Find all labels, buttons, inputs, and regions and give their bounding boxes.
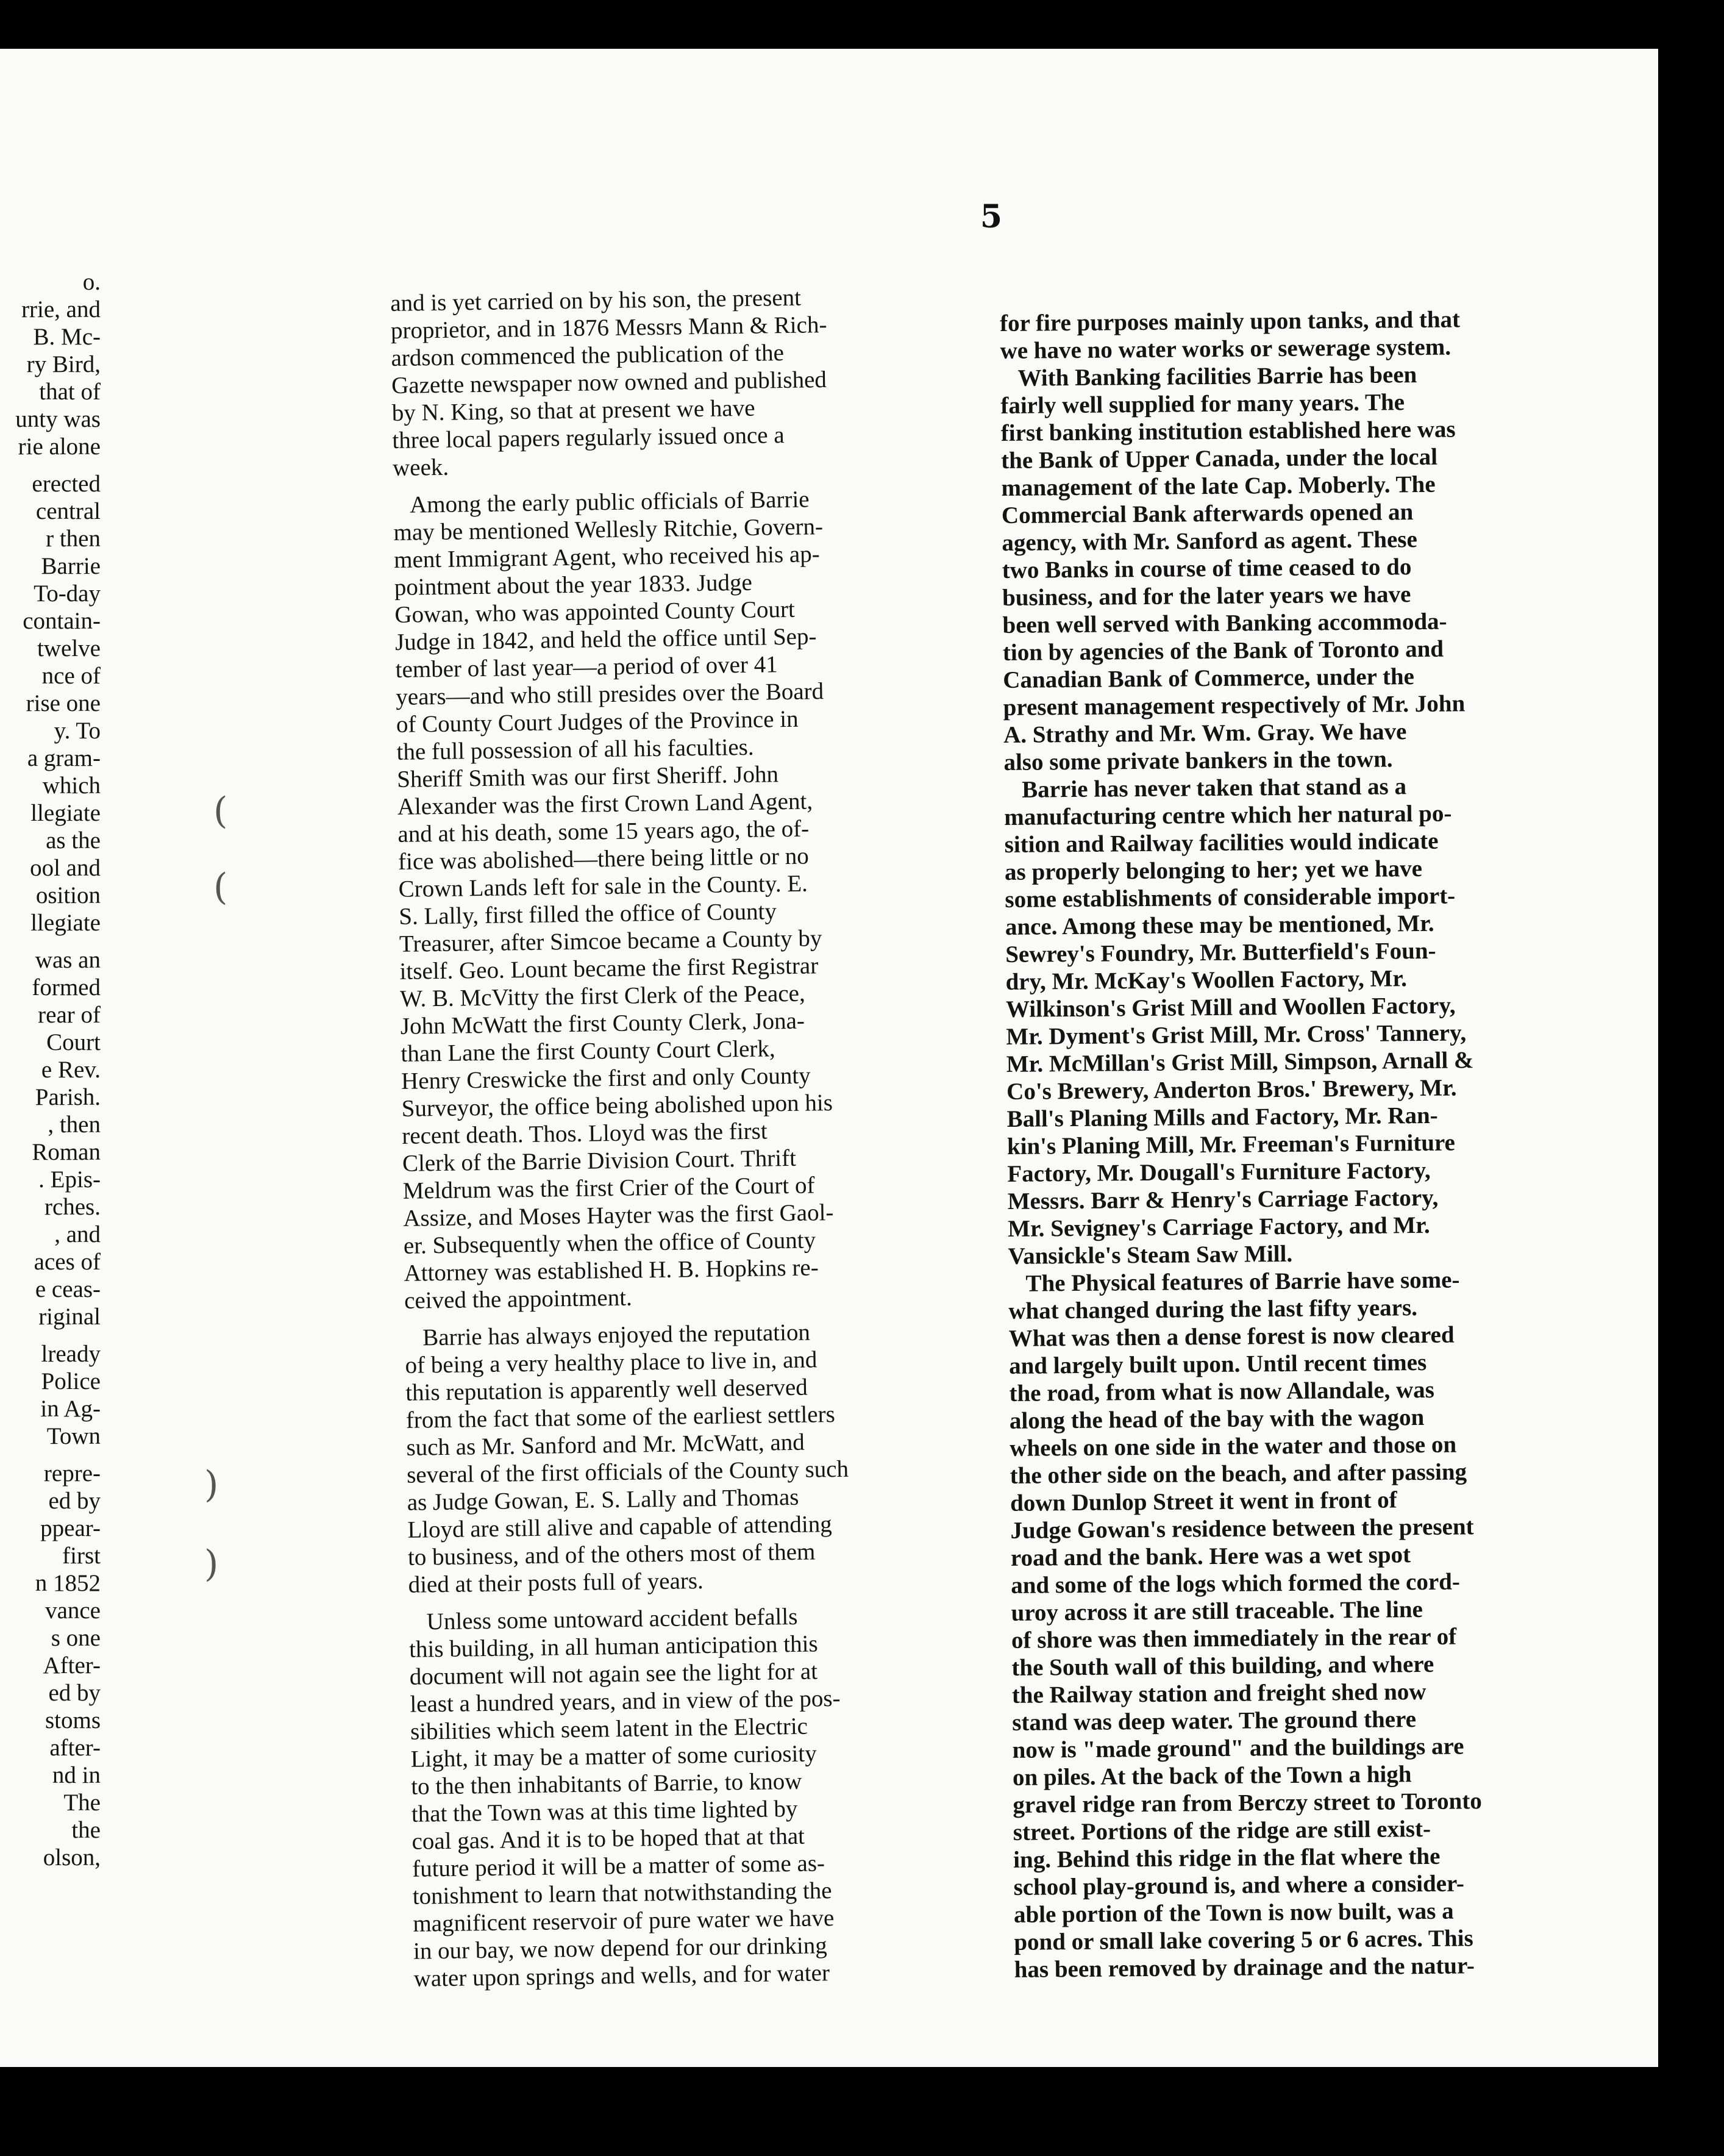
left-column-fragment — [0, 268, 101, 1871]
text-line: John McWatt the first County Clerk, Jona- — [400, 1007, 805, 1040]
text-line: ceived the appointment. — [404, 1284, 633, 1314]
text-line: Gazette newspaper now owned and published — [391, 366, 827, 399]
text-line: and largely built upon. Until recent times — [1008, 1349, 1427, 1379]
text-line: Lloyd are still alive and capable of attending — [407, 1511, 832, 1543]
text-line: aces of — [34, 1249, 101, 1275]
text-line: llegiate — [30, 910, 101, 936]
text-line: Meldrum was the first Crier of the Court of — [402, 1172, 815, 1204]
text-line: ry Bird, — [26, 351, 101, 377]
text-line: nd in — [52, 1762, 101, 1788]
text-line: Crown Lands left for sale in the County. E. — [398, 870, 808, 902]
text-line: first — [62, 1543, 101, 1569]
text-line: first banking institution established here was — [1000, 416, 1456, 446]
text-line: Commercial Bank afterwards opened an — [1001, 499, 1414, 529]
text-line: Henry Creswicke the first and only County — [401, 1062, 811, 1094]
text-line: tonishment to learn that notwithstanding the — [412, 1877, 832, 1910]
scan-border — [0, 2067, 1724, 2156]
text-line: Treasurer, after Simcoe became a County by — [399, 925, 822, 957]
text-line: on piles. At the back of the Town a high — [1012, 1761, 1412, 1791]
text-line: a gram- — [27, 745, 101, 771]
text-line: After- — [43, 1652, 101, 1679]
text-line: rear of — [38, 1002, 101, 1028]
text-line: and some of the logs which formed the cord- — [1011, 1568, 1461, 1599]
paragraph-break — [0, 1450, 101, 1460]
text-line: unty was — [15, 406, 101, 432]
right-column — [1000, 305, 1594, 1983]
text-line: B. Mc- — [33, 324, 101, 350]
text-line: the road, from what is now Allandale, was — [1009, 1376, 1435, 1407]
text-line: Parish. — [35, 1084, 101, 1110]
text-line: and is yet carried on by his son, the present — [390, 284, 802, 316]
text-line: formed — [32, 974, 101, 1001]
text-line: was an — [35, 947, 101, 973]
binding-mark: ( — [213, 790, 228, 832]
text-line: . Epis- — [38, 1166, 101, 1193]
text-line: of being a very healthy place to live in, and — [405, 1346, 817, 1379]
text-line: least a hundred years, and in view of the pos- — [410, 1685, 841, 1718]
text-line: to the then inhabitants of Barrie, to know — [410, 1768, 802, 1800]
text-line: Gowan, who was appointed County Court — [394, 596, 796, 628]
text-line: by N. King, so that at present we have — [391, 394, 755, 426]
text-line: the other side on the beach, and after passing — [1010, 1458, 1467, 1489]
text-line: of shore was then immediately in the rear of — [1011, 1623, 1457, 1654]
text-line: erected — [32, 471, 101, 497]
text-line: several of the first officials of the County such — [406, 1455, 849, 1488]
text-line: Light, it may be a matter of some curiosity — [410, 1740, 817, 1772]
text-line: Barrie — [41, 553, 101, 579]
text-line: What was then a dense forest is now cleared — [1008, 1321, 1455, 1352]
binding-mark: ( — [213, 866, 228, 908]
text-line: rie alone — [18, 434, 101, 460]
text-line: dry, Mr. McKay's Woollen Factory, Mr. — [1005, 965, 1408, 995]
text-line: the Bank of Upper Canada, under the local — [1000, 443, 1438, 474]
text-line: management of the late Cap. Moberly. The — [1001, 471, 1436, 501]
text-line: the Railway station and freight shed now — [1011, 1678, 1427, 1708]
text-line: Court — [46, 1029, 101, 1055]
text-line: ing. Behind this ridge in the flat where the — [1013, 1843, 1441, 1873]
text-line: n 1852 — [35, 1570, 101, 1596]
text-line: Co's Brewery, Anderton Bros.' Brewery, Mr. — [1006, 1074, 1457, 1105]
text-line: rise one — [26, 690, 101, 716]
text-line: able portion of the Town is now built, was a — [1013, 1897, 1454, 1928]
text-line: Roman — [32, 1139, 101, 1165]
text-line: Sewrey's Foundry, Mr. Butterfield's Foun- — [1005, 937, 1436, 968]
text-line: road and the bank. Here was a wet spot — [1010, 1541, 1411, 1571]
text-line: stand was deep water. The ground there — [1012, 1706, 1417, 1736]
text-line: present management respectively of Mr. John — [1003, 690, 1466, 721]
text-line: repre- — [43, 1460, 101, 1487]
text-line: Mr. Sevigney's Carriage Factory, and Mr. — [1007, 1212, 1430, 1242]
text-line: pond or small lake covering 5 or 6 acres. This — [1014, 1925, 1473, 1955]
text-line: the full possession of all his faculties. — [396, 734, 754, 765]
text-line: in our bay, we now depend for our drinking — [413, 1932, 828, 1965]
text-line: fairly well supplied for many years. The — [1000, 389, 1405, 419]
text-line: stoms — [45, 1707, 101, 1733]
text-line: week. — [392, 454, 449, 481]
text-line: as the — [46, 827, 101, 854]
text-line: which — [42, 773, 101, 799]
text-line: Barrie has always enjoyed the reputation — [404, 1319, 811, 1351]
text-line: died at their posts full of years. — [408, 1568, 704, 1598]
text-line: than Lane the first County Court Clerk, — [401, 1035, 775, 1067]
text-line: the — [71, 1817, 101, 1843]
text-line: S. Lally, first filled the office of County — [399, 898, 777, 930]
text-line: ool and — [30, 855, 101, 881]
text-line: along the head of the bay with the wagon — [1009, 1404, 1425, 1434]
text-line: water upon springs and wells, and for water — [413, 1960, 830, 1992]
text-line: agency, with Mr. Sanford as agent. These — [1002, 526, 1417, 556]
text-line: llegiate — [30, 800, 101, 826]
paragraph-break — [0, 937, 101, 946]
text-line: fice was abolished—there being little or no — [397, 843, 809, 875]
paper-sheet — [0, 49, 1658, 2067]
text-line: Factory, Mr. Dougall's Furniture Factory, — [1007, 1157, 1431, 1187]
text-line: Messrs. Barr & Henry's Carriage Factory, — [1007, 1184, 1439, 1215]
text-line: business, and for the later years we have — [1002, 581, 1411, 611]
text-line: Canadian Bank of Commerce, under the — [1003, 663, 1415, 693]
text-line: e Rev. — [41, 1057, 101, 1083]
text-line: itself. Geo. Lount became the first Registrar — [399, 952, 819, 985]
text-line: o. — [82, 269, 101, 295]
text-line: Sheriff Smith was our first Sheriff. John — [396, 761, 779, 793]
text-line: Judge Gowan's residence between the present — [1010, 1513, 1474, 1544]
text-line: The — [63, 1790, 101, 1816]
text-line: coal gas. And it is to be hoped that at that — [411, 1822, 805, 1855]
text-line: kin's Planing Mill, Mr. Freeman's Furniture — [1006, 1129, 1456, 1160]
text-line: W. B. McVitty the first Clerk of the Peace, — [399, 980, 805, 1012]
text-line: ance. Among these may be mentioned, Mr. — [1005, 910, 1434, 940]
text-line: er. Subsequently when the office of County — [403, 1227, 816, 1259]
text-line: ppear- — [40, 1515, 101, 1541]
text-line: central — [35, 498, 101, 524]
text-line: such as Mr. Sanford and Mr. McWatt, and — [406, 1429, 805, 1461]
text-line: Unless some untoward accident befalls — [408, 1603, 798, 1635]
text-line: ardson commenced the publication of the — [391, 339, 785, 371]
text-line: some establishments of considerable import- — [1005, 882, 1456, 913]
text-line: school play-ground is, and where a consider- — [1013, 1870, 1465, 1901]
text-line: recent death. Thos. Lloyd was the first — [402, 1118, 768, 1149]
text-line: wheels on one side in the water and those on — [1010, 1431, 1457, 1462]
text-line: we have no water works or sewerage system. — [1000, 334, 1452, 364]
text-line: pointment about the year 1833. Judge — [394, 569, 753, 601]
text-line: tember of last year—a period of over 41 — [395, 651, 778, 683]
text-line: Assize, and Moses Hayter was the first Gaol- — [402, 1199, 834, 1232]
text-line: e ceas- — [35, 1276, 101, 1302]
text-line: that the Town was at this time lighted by — [411, 1795, 798, 1827]
paragraph-break — [0, 460, 101, 470]
text-line: the South wall of this building, and where — [1011, 1651, 1434, 1681]
text-line: manufacturing centre which her natural po- — [1004, 800, 1452, 830]
text-line: for fire purposes mainly upon tanks, and that — [1000, 306, 1461, 337]
text-line: as Judge Gowan, E. S. Lally and Thomas — [407, 1483, 799, 1516]
text-line: vance — [45, 1597, 101, 1624]
text-line: To-day — [34, 580, 101, 607]
text-line: Alexander was the first Crown Land Agent, — [397, 788, 813, 820]
text-line: document will not again see the light for at — [409, 1658, 818, 1690]
text-line: Attorney was established H. B. Hopkins re- — [404, 1254, 819, 1287]
text-line: and at his death, some 15 years ago, the of- — [397, 815, 810, 848]
text-line: s one — [51, 1625, 101, 1651]
text-line: y. To — [54, 718, 101, 744]
text-line: street. Portions of the ridge are still exist- — [1013, 1815, 1431, 1846]
text-line: from the fact that some of the earliest settlers — [405, 1401, 836, 1433]
text-line: of County Court Judges of the Province in — [396, 705, 799, 738]
text-line: Mr. McMillan's Grist Mill, Simpson, Arnall & — [1006, 1047, 1474, 1077]
text-line: future period it will be a matter of some as- — [411, 1850, 825, 1882]
text-line: Mr. Dyment's Grist Mill, Mr. Cross' Tannery, — [1006, 1019, 1467, 1050]
text-line: Ball's Planing Mills and Factory, Mr. Ran- — [1006, 1102, 1438, 1132]
paragraph-break — [0, 1330, 101, 1340]
text-line: The Physical features of Barrie have some- — [1008, 1266, 1460, 1297]
middle-column — [390, 282, 981, 1993]
text-line: Wilkinson's Grist Mill and Woollen Factory, — [1005, 992, 1456, 1023]
text-line: Barrie has never taken that stand as a — [1003, 773, 1407, 803]
text-line: in Ag- — [40, 1396, 101, 1422]
text-line: A. Strathy and Mr. Wm. Gray. We have — [1003, 718, 1407, 748]
text-line: Among the early public officials of Barrie — [393, 486, 810, 518]
text-line: uroy across it are still traceable. The line — [1011, 1596, 1423, 1626]
binding-mark: ) — [204, 1543, 219, 1585]
text-line: osition — [35, 882, 101, 908]
text-line: this building, in all human anticipation this — [408, 1630, 818, 1663]
text-line: after- — [49, 1735, 101, 1761]
text-line: magnificent reservoir of pure water we have — [413, 1905, 835, 1937]
text-line: three local papers regularly issued once a — [392, 421, 785, 454]
text-line: that of — [39, 379, 101, 405]
text-line: Judge in 1842, and held the office until Sep- — [394, 623, 817, 655]
text-line: now is "made ground" and the buildings are — [1012, 1733, 1464, 1763]
text-line: been well served with Banking accommoda- — [1002, 608, 1447, 638]
text-line: rches. — [44, 1194, 101, 1220]
text-line: as properly belonging to her; yet we have — [1004, 855, 1423, 885]
text-line: rrie, and — [21, 296, 101, 323]
text-line: to business, and of the others most of them — [407, 1538, 816, 1571]
text-line: sition and Railway facilities would indicate — [1004, 827, 1439, 858]
page-number: 5 — [980, 198, 1003, 235]
text-line: may be mentioned Wellesly Ritchie, Govern- — [393, 513, 824, 546]
text-line: Town — [46, 1423, 101, 1449]
text-line: down Dunlop Street it went in front of — [1010, 1487, 1397, 1516]
text-line: also some private bankers in the town. — [1003, 746, 1393, 776]
text-line: proprietor, and in 1876 Messrs Mann & Rich- — [390, 312, 827, 344]
text-line: years—and who still presides over the Board — [396, 678, 824, 710]
text-line: riginal — [38, 1304, 101, 1330]
text-line: what changed during the last fifty years. — [1008, 1294, 1418, 1324]
binding-mark: ) — [204, 1463, 219, 1506]
text-line: Vansickle's Steam Saw Mill. — [1008, 1240, 1293, 1269]
text-line: two Banks in course of time ceased to do — [1002, 554, 1412, 584]
text-line: , and — [54, 1221, 101, 1248]
text-line: gravel ridge ran from Berczy street to Toronto — [1013, 1788, 1482, 1818]
text-line: Clerk of the Barrie Division Court. Thrift — [402, 1144, 797, 1177]
text-line: tion by agencies of the Bank of Toronto and — [1002, 635, 1444, 666]
text-line: sibilities which seem latent in the Electric — [410, 1713, 808, 1745]
text-line: olson, — [43, 1844, 101, 1871]
text-line: lready — [41, 1341, 101, 1367]
text-line: ed by — [48, 1680, 101, 1706]
text-line: twelve — [37, 635, 101, 662]
text-line: Police — [41, 1368, 101, 1394]
text-line: r then — [46, 526, 101, 552]
text-line: , then — [48, 1112, 101, 1138]
text-line: has been removed by drainage and the natur- — [1014, 1952, 1475, 1983]
text-line: ed by — [48, 1488, 101, 1514]
text-line: contain- — [23, 608, 101, 634]
text-line: nce of — [41, 663, 101, 689]
text-line: Surveyor, the office being abolished upon his — [401, 1089, 833, 1122]
text-line: this reputation is apparently well deserved — [405, 1374, 808, 1406]
text-line: ment Immigrant Agent, who received his ap- — [393, 541, 820, 573]
text-line: With Banking facilities Barrie has been — [1000, 362, 1417, 391]
